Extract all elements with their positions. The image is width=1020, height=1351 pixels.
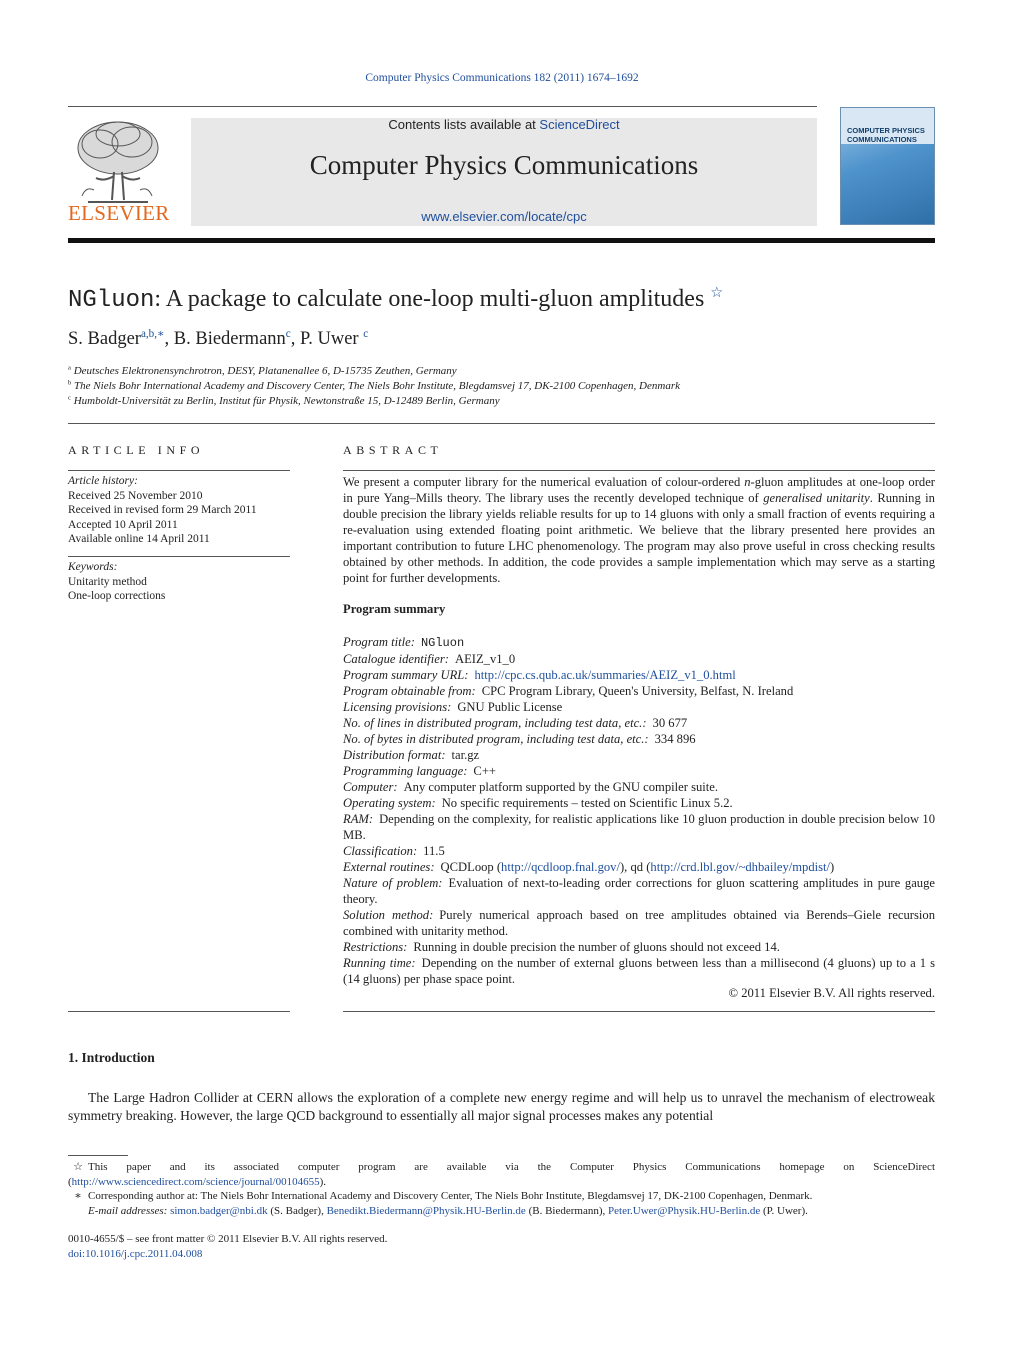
affiliation-mark: c (68, 394, 71, 402)
contents-line (191, 117, 817, 132)
abstract-italic: generalised unitarity (763, 491, 870, 505)
affiliation-text: Humboldt-Universität zu Berlin, Institut für Physik, Newtonstraße 15, D-12489 Berlin, Germany (73, 395, 500, 407)
cover-title-line-2: COMMUNICATIONS (847, 135, 917, 144)
ps-value: ), qd ( (619, 860, 651, 874)
abstract-text (343, 474, 935, 586)
author-name: B. Biedermann (173, 329, 286, 349)
email-link[interactable]: Peter.Uwer@Physik.HU-Berlin.de (608, 1204, 761, 1217)
ps-label: Program title: (343, 635, 415, 649)
affiliation-mark: a (68, 364, 71, 372)
program-summary (343, 634, 935, 987)
ps-label: Running time: (343, 956, 416, 970)
journal-title: Computer Physics Communications (309, 150, 699, 180)
affiliation-text: Deutsches Elektronensynchrotron, DESY, Platanenallee 6, D-15735 Zeuthen, Germany (73, 365, 457, 377)
elsevier-tree-icon (68, 116, 166, 206)
program-summary-url-link[interactable]: http://cpc.cs.qub.ac.uk/summaries/AEIZ_v1_0.html (474, 668, 736, 682)
ps-value: Depending on the complexity, for realistic applications like 10 gluon production in double precision below 10 MB. (343, 812, 935, 842)
elsevier-logo (68, 116, 170, 226)
ps-label: Solution method: (343, 908, 434, 922)
introduction-text: The Large Hadron Collider at CERN allows the exploration of a complete new energy regime and will help us to unravel the mechanism of electroweak symmetry breaking. However, the large QCD background to essentially all major signal processes makes any potential (68, 1090, 935, 1123)
author-separator: , (290, 329, 300, 349)
footnote-mark: ☆ (73, 1161, 83, 1173)
sciencedirect-journal-link[interactable]: http://www.sciencedirect.com/science/journal/00104655 (71, 1175, 320, 1188)
footnote-text: This paper and its associated computer program are available via the Computer Physics Communications homepage on ScienceDirect ( (68, 1161, 935, 1188)
email-label: E-mail addresses: (88, 1204, 168, 1217)
affiliation-mark: b (68, 379, 72, 387)
author-name: S. Badger (68, 329, 141, 349)
abstract-part: We present a computer library for the numerical evaluation of colour-ordered (343, 475, 745, 489)
ps-label: Programming language: (343, 764, 468, 778)
email-link[interactable]: simon.badger@nbi.dk (170, 1204, 268, 1217)
author-affil-mark[interactable]: a,b,∗ (140, 327, 165, 340)
ps-label: Program summary URL: (343, 668, 469, 682)
abstract-italic: n (744, 475, 751, 489)
issn-line: 0010-4655/$ – see front matter © 2011 Elsevier B.V. All rights reserved. (68, 1233, 388, 1245)
affiliation (68, 365, 457, 377)
footnote-mark: ∗ (74, 1190, 82, 1202)
cover-title-line-1: COMPUTER PHYSICS (847, 126, 925, 135)
bottom-matter (68, 1232, 387, 1261)
section-rule (68, 423, 935, 424)
ps-value: AEIZ_v1_0 (454, 652, 516, 666)
history-label: Article history: (68, 475, 138, 487)
keywords-label: Keywords: (68, 561, 118, 573)
ps-label: Nature of problem: (343, 876, 443, 890)
header-thick-rule (68, 238, 935, 243)
history-item: Received in revised form 29 March 2011 (68, 504, 257, 516)
ps-value: Purely numerical approach based on tree amplitudes obtained via Berends–Giele recursion combined with unitarity method. (343, 908, 935, 938)
cover-title (847, 126, 933, 144)
author-affil-mark[interactable]: c (285, 327, 291, 340)
footnote-corresponding (68, 1189, 935, 1204)
qd-link[interactable]: http://crd.lbl.gov/~dhbailey/mpdist/ (650, 860, 831, 874)
article-history (68, 474, 290, 547)
abstract-copyright: © 2011 Elsevier B.V. All rights reserved. (728, 986, 935, 1000)
paper-title (68, 286, 723, 314)
affiliation (68, 380, 680, 392)
email-owner: (S. Badger), (267, 1204, 327, 1217)
footnote-emails (68, 1204, 935, 1219)
doi-link[interactable]: doi:10.1016/j.cpc.2011.04.008 (68, 1247, 203, 1260)
ps-value: ) (830, 860, 835, 874)
article-info-bottom-rule (68, 1011, 290, 1012)
abstract-part: . Running in double precision the library yields reliable results for up to 14 gluons with only a small fraction of events requiring a re-evaluation using extended floating point arithmetic. We believe that the library presented here provides an important contribution to future LHC phenomenology. The program may also prove useful in cross checking results obtained by other methods. In addition, the code provides a sample implementation which may serve as a starting point for further developments. (343, 491, 935, 585)
affiliation (68, 395, 500, 407)
ps-label: RAM: (343, 812, 374, 826)
paper-title-program: NGluon (68, 287, 155, 314)
publisher-name: ELSEVIER (68, 201, 170, 225)
ps-label: Operating system: (343, 796, 436, 810)
ps-value: Running in double precision the number of gluons should not exceed 14. (413, 940, 780, 954)
ps-value: tar.gz (451, 748, 480, 762)
ps-value: No specific requirements – tested on Scientific Linux 5.2. (441, 796, 733, 810)
ps-value: NGluon (420, 636, 465, 650)
ps-value: Depending on the number of external gluons between less than a millisecond (4 gluons) up to a 1 s (14 gluons) per phase space point. (343, 956, 935, 986)
journal-homepage-link[interactable]: www.elsevier.com/locate/cpc (421, 209, 587, 224)
contents-prefix: Contents lists available at (388, 117, 536, 132)
affiliation-text: The Niels Bohr International Academy and Discovery Center, The Niels Bohr Institute, Blegdamsvej 17, DK-2100 Copenhagen, Denmark (74, 380, 680, 392)
ps-value: QCDLoop ( (440, 860, 502, 874)
keyword: Unitarity method (68, 575, 147, 588)
history-item: Accepted 10 April 2011 (68, 518, 178, 531)
ps-value: Any computer platform supported by the GNU compiler suite. (403, 780, 719, 794)
email-owner: (B. Biedermann), (525, 1204, 609, 1217)
ps-value: Evaluation of next-to-leading order corrections for gluon scattering amplitudes in pure gauge theory. (343, 876, 935, 906)
keywords-rule (68, 556, 290, 557)
abstract-bottom-rule (343, 1011, 935, 1012)
email-link[interactable]: Benedikt.Biedermann@Physik.HU-Berlin.de (326, 1204, 526, 1217)
qcdloop-link[interactable]: http://qcdloop.fnal.gov/ (501, 860, 620, 874)
footnote-text: Corresponding author at: The Niels Bohr International Academy and Discovery Center, The Niels Bohr Institute, Blegdamsvej 17, DK-2100 Copenhagen, Denmark. (88, 1190, 813, 1202)
author-name: P. Uwer (299, 329, 359, 349)
footnote-star (68, 1160, 935, 1189)
header-rule (68, 106, 817, 107)
footnote-text: ). (319, 1175, 327, 1188)
program-summary-heading: Program summary (343, 602, 446, 616)
article-info-rule (68, 470, 290, 471)
history-item: Available online 14 April 2011 (68, 533, 210, 545)
ps-label: Distribution format: (343, 748, 446, 762)
email-owner: (P. Uwer). (760, 1204, 808, 1217)
title-footnote-star[interactable]: ☆ (710, 285, 724, 301)
ps-label: Computer: (343, 780, 398, 794)
ps-label: External routines: (343, 860, 435, 874)
keywords (68, 560, 290, 604)
abstract-part: -gluon amplitudes at one-loop order in pure Yang–Mills theory. The library uses the recently developed technique of (343, 475, 936, 505)
ps-value: 30 677 (652, 716, 688, 730)
journal-cover (840, 107, 935, 225)
ps-value: CPC Program Library, Queen's University, Belfast, N. Ireland (481, 684, 794, 698)
ps-label: Classification: (343, 844, 418, 858)
article-info-heading: ARTICLE INFO (68, 443, 205, 457)
ps-value: C++ (473, 764, 497, 778)
journal-citation[interactable]: Computer Physics Communications 182 (2011) 1674–1692 (365, 72, 639, 84)
abstract-rule (343, 470, 935, 471)
ps-label: No. of lines in distributed program, including test data, etc.: (343, 716, 647, 730)
ps-label: Program obtainable from: (343, 684, 476, 698)
ps-value: 334 896 (654, 732, 696, 746)
paper-title-text: : A package to calculate one-loop multi-gluon amplitudes (154, 286, 705, 312)
author-list (68, 329, 368, 350)
ps-label: Restrictions: (343, 940, 408, 954)
ps-value: GNU Public License (457, 700, 563, 714)
footnote-rule (68, 1155, 128, 1156)
ps-label: Licensing provisions: (343, 700, 452, 714)
author-separator: , (164, 329, 174, 349)
history-item: Received 25 November 2010 (68, 489, 203, 502)
keyword: One-loop corrections (68, 590, 166, 602)
author-affil-mark[interactable]: c (363, 327, 369, 340)
introduction-heading: 1. Introduction (68, 1050, 155, 1065)
ps-value: 11.5 (423, 844, 445, 858)
abstract-heading: ABSTRACT (343, 443, 443, 457)
ps-label: Catalogue identifier: (343, 652, 449, 666)
ps-label: No. of bytes in distributed program, including test data, etc.: (343, 732, 649, 746)
footnotes (68, 1160, 935, 1218)
sciencedirect-link[interactable]: ScienceDirect (539, 117, 620, 132)
